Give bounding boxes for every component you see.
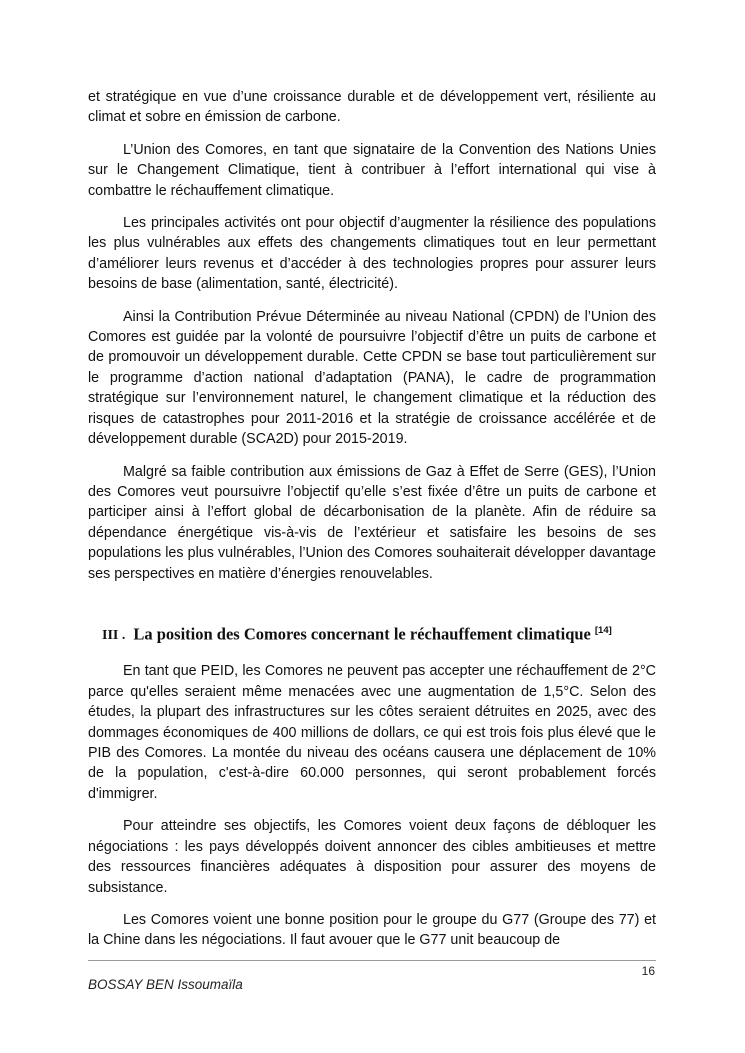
section-heading xyxy=(102,620,656,648)
paragraph-5: Malgré sa faible contribution aux émissions de Gaz à Effet de Serre (GES), l’Union des Comores veut poursuivre l’objectif qu’elle s’est fixée d’être un puits de carbone et participer ainsi à l’effort global de décarbonisation de la planète. Afin de réduire sa dépendance énergétique vis-à-vis de l’extérieur et satisfaire les besoins de ses populations les plus vulnérables, l’Union des Comores souhaiterait développer davantage ses perspectives en matière d’énergies renouvelables. xyxy=(88,463,656,582)
section-reference: [14] xyxy=(594,624,612,636)
page-body xyxy=(88,87,656,963)
paragraph-1: et stratégique en vue d’une croissance durable et de développement vert, résiliente au climat et sobre en émission de carbone. xyxy=(88,89,656,126)
page-number: 16 xyxy=(641,964,655,978)
paragraph-8: Les Comores voient une bonne position pour le groupe du G77 (Groupe des 77) et la Chine dans les négociations. Il faut avouer que le G77 unit beaucoup de xyxy=(88,911,656,949)
paragraph-6: En tant que PEID, les Comores ne peuvent pas accepter une réchauffement de 2°C parce qu'elles seraient même menacées avec une augmentation de 1,5°C. Selon des études, la plupart des infrastructures sur les côtes seraient détruites en 2025, avec des dommages économiques de 400 millions de dollars, ce qui est trois fois plus élevé que le PIB des Comores. La montée du niveau des océans causera une déplacement de 10% de la population, c'est-à-dire 60.000 personnes, qui seront probablement forcés d'immigrer. xyxy=(88,663,656,802)
paragraph-4: Ainsi la Contribution Prévue Déterminée au niveau National (CPDN) de l’Union des Comores est guidée par la volonté de poursuivre l’objectif d’être un puits de carbone et de promouvoir un développement durable. Cette CPDN se base tout particulièrement sur le programme d’action national d’adaptation (PANA), le cadre de programmation stratégique sur l’environnement naturel, le changement climatique et la réduction des risques de catastrophes pour 2011-2016 et la stratégie de croissance accélérée et de développement durable (SCA2D) pour 2015-2019. xyxy=(88,308,656,448)
section-number: III . xyxy=(102,628,126,644)
footer-divider xyxy=(88,960,656,961)
paragraph-2: L’Union des Comores, en tant que signataire de la Convention des Nations Unies sur le Changement Climatique, tient à contribuer à l’effort international qui vise à combattre le réchauffement climatique. xyxy=(88,141,656,199)
paragraph-3: Les principales activités ont pour objectif d’augmenter la résilience des populations les plus vulnérables aux effets des changements climatiques tout en leur permettant d’améliorer leurs revenus et d’accéder à des technologies propres pour assurer leurs besoins de base (alimentation, santé, électricité). xyxy=(88,215,656,293)
paragraph-7: Pour atteindre ses objectifs, les Comores voient deux façons de débloquer les négociations : les pays développés doivent annoncer des cibles ambitieuses et mettre des ressources financières adéquates à disposition pour assurer des moyens de subsistance. xyxy=(88,818,656,896)
section-title: La position des Comores concernant le réchauffement climatique xyxy=(133,624,591,644)
footer-author: BOSSAY BEN Issoumaïla xyxy=(88,977,243,992)
